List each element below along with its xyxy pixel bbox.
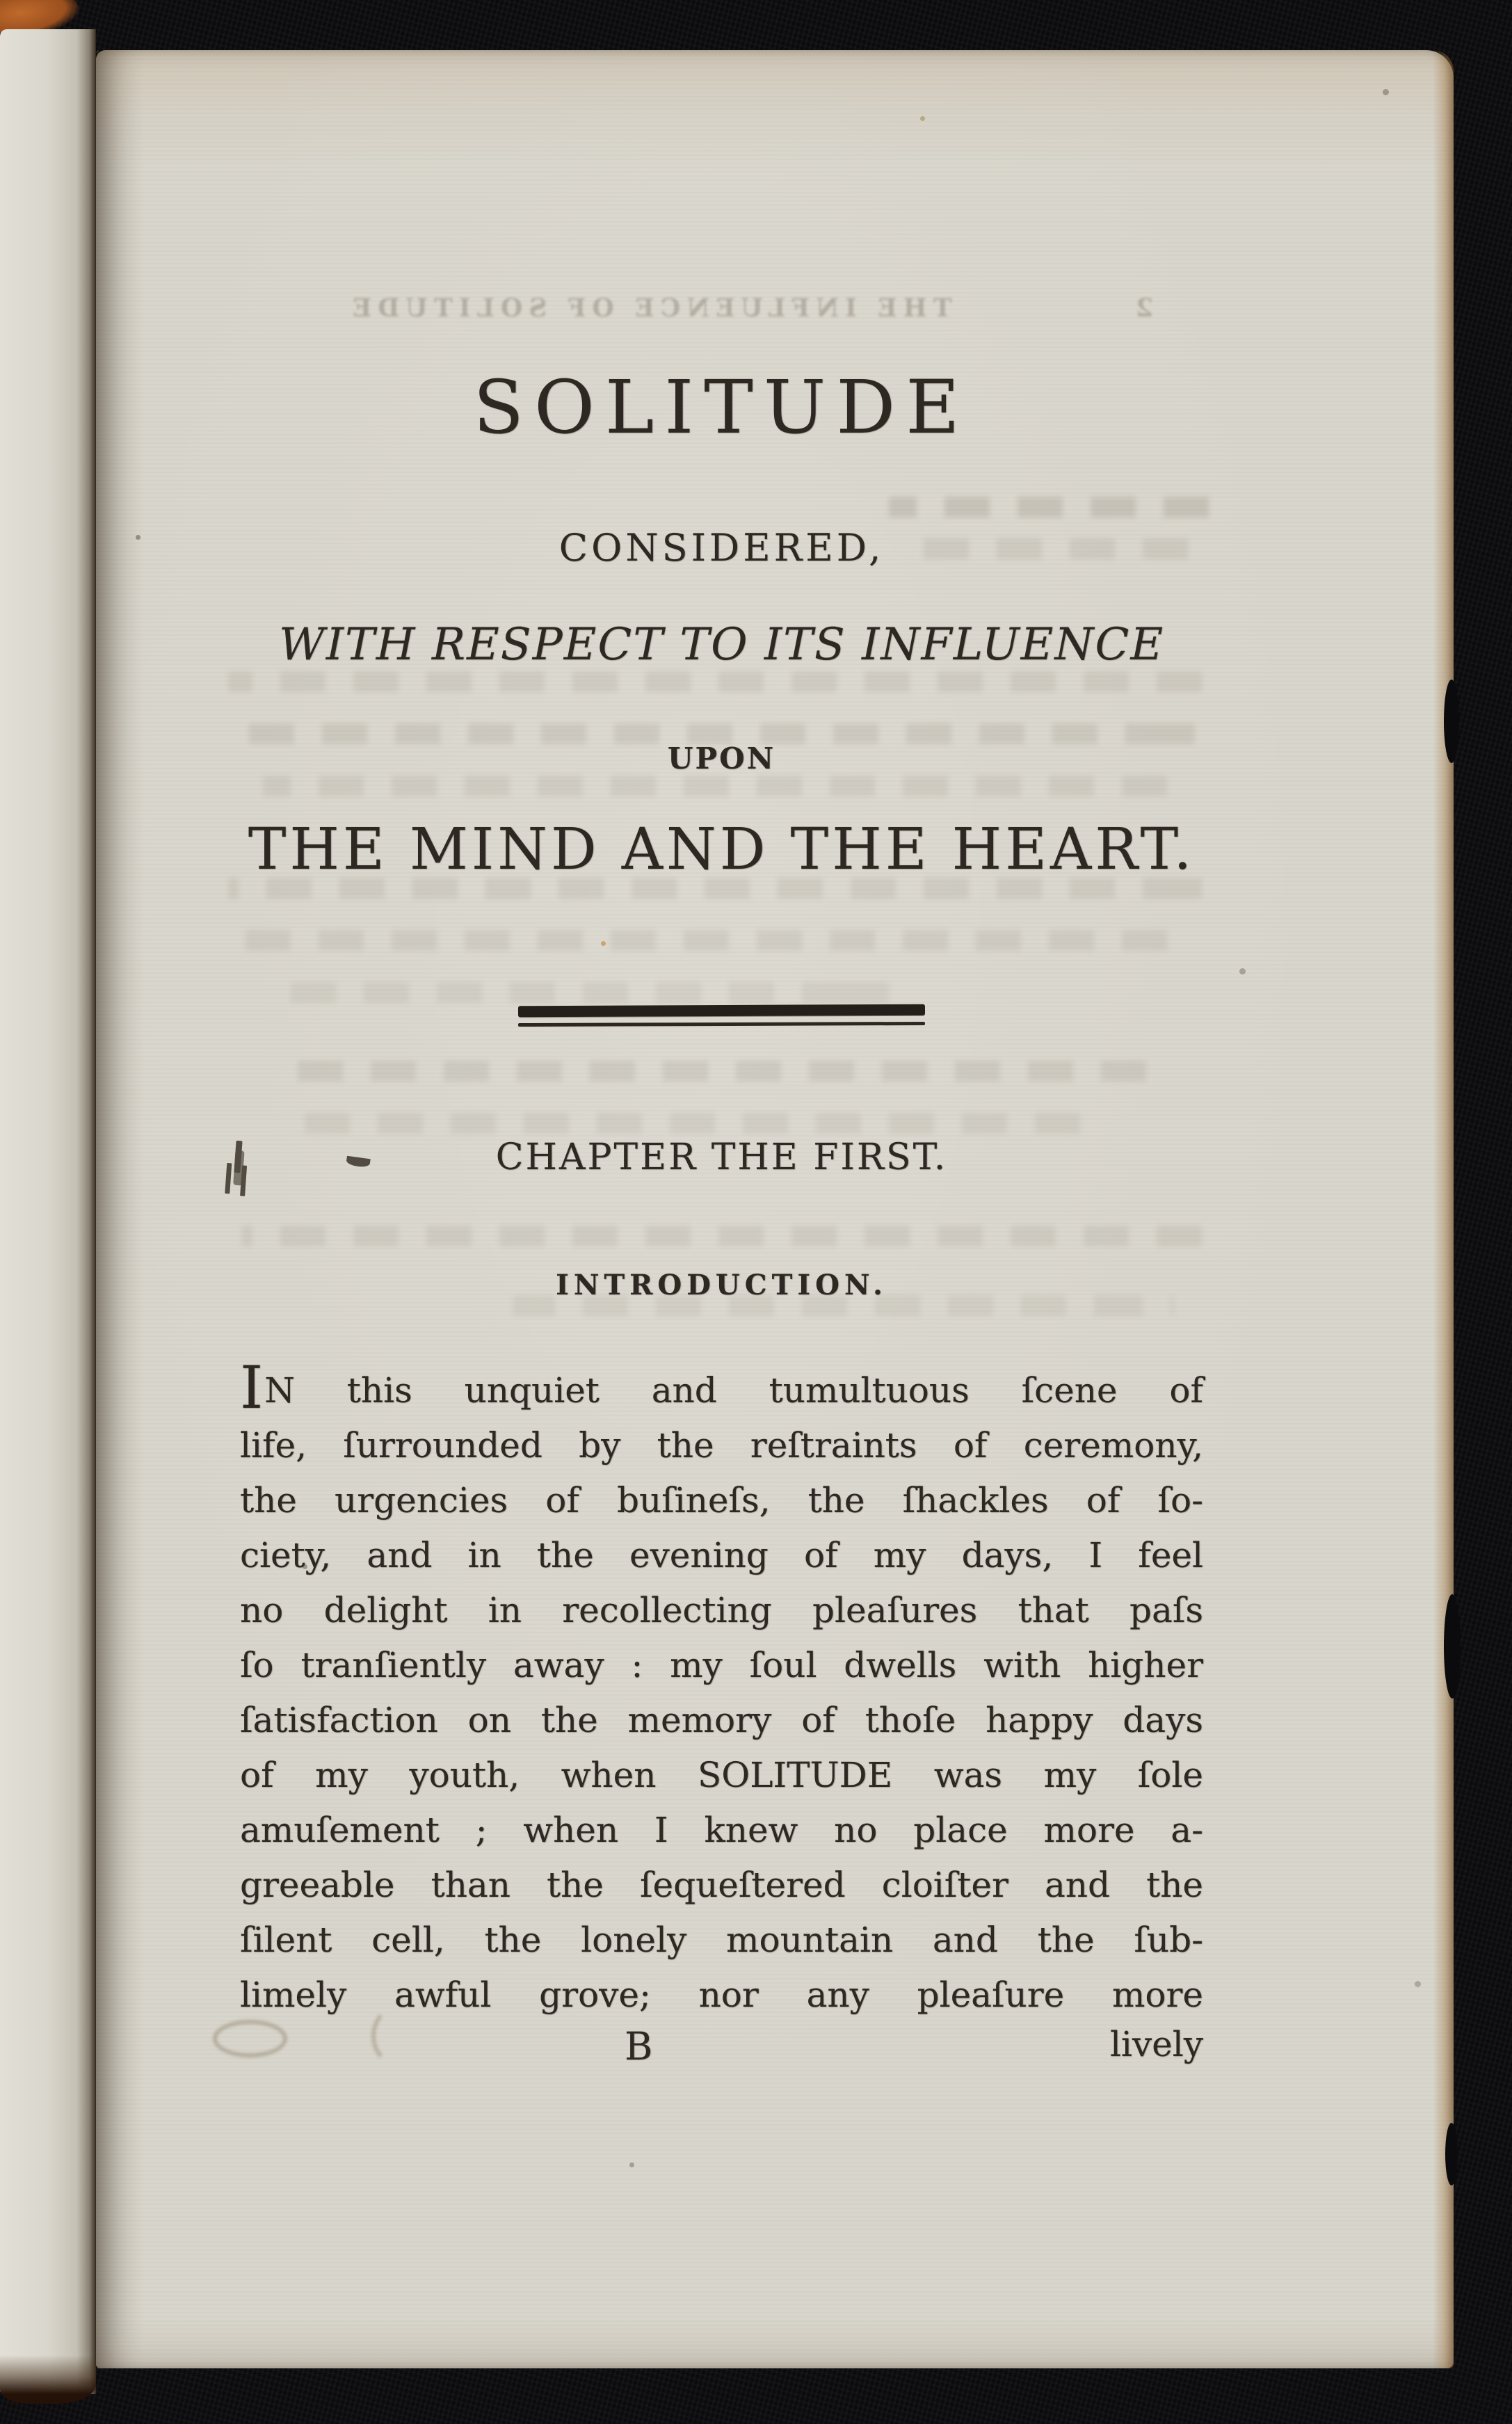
- facing-page-edge: [0, 29, 96, 2394]
- section-heading: INTRODUCTION.: [556, 1269, 887, 1301]
- divider-thin-line: [518, 1022, 925, 1027]
- bleedthrough-header-text: THE INFLUENCE OF SOLITUDE: [346, 294, 952, 323]
- divider-thick-line: [518, 1004, 925, 1018]
- bleedthrough-line: [228, 930, 1167, 951]
- body-line: ſo tranſiently away : my ſoul dwells with higher: [240, 1645, 1203, 1685]
- double-rule-divider: [518, 1005, 925, 1026]
- body-paragraph: [240, 1354, 1203, 2023]
- bleedthrough-line: [305, 1113, 1104, 1134]
- catchword: lively: [1109, 2024, 1203, 2064]
- book-page: [96, 50, 1454, 2368]
- facing-page-bottom-shadow: [0, 2355, 96, 2404]
- edge-notch: [1444, 1594, 1461, 1699]
- body-line: ſatisfaction on the memory of thoſe happy days: [240, 1700, 1203, 1740]
- body-line: no delight in recollecting pleaſures that paſs: [240, 1590, 1203, 1630]
- bleedthrough-line: [263, 776, 1167, 796]
- body-line: greeable than the ſequeſtered cloiſter and the: [240, 1865, 1203, 1905]
- bleedthrough-line: [889, 497, 1209, 517]
- ink-ring-stain: [213, 2020, 287, 2057]
- body-line: limely awful grove; nor any pleaſure more: [240, 1975, 1203, 2015]
- ink-ring-stain-arc: [371, 2006, 423, 2066]
- bleedthrough-line: [242, 1226, 1202, 1246]
- title-subline-mind-heart: THE MIND AND THE HEART.: [248, 817, 1196, 883]
- bleedthrough-line: [277, 1061, 1146, 1082]
- body-line-text: N this unquiet and tumultuous ſcene of: [264, 1370, 1203, 1411]
- body-line: life, ſurrounded by the reſtraints of ceremony,: [240, 1425, 1203, 1466]
- body-line: amuſement ; when I knew no place more a-: [240, 1810, 1203, 1850]
- paper-specks: [96, 50, 99, 54]
- title-subline-italic: WITH RESPECT TO ITS INFLUENCE: [278, 619, 1165, 671]
- signature-mark: B: [625, 2024, 653, 2069]
- body-line: the urgencies of buſineſs, the ſhackles of ſo-: [240, 1480, 1203, 1520]
- bleedthrough-running-header: [346, 294, 1153, 323]
- bleedthrough-line: [228, 671, 1202, 692]
- body-line: of my youth, when SOLITUDE was my ſole: [240, 1755, 1203, 1795]
- edge-notch: [1444, 680, 1459, 763]
- page-fore-edge: [1433, 50, 1454, 2368]
- book-title: SOLITUDE: [473, 364, 970, 450]
- drop-initial: I: [240, 1354, 265, 1422]
- edge-notch: [1445, 2123, 1458, 2185]
- body-line: ſilent cell, the lonely mountain and the ſub-: [240, 1920, 1203, 1960]
- bleedthrough-line: [263, 982, 889, 1003]
- chapter-heading: CHAPTER THE FIRST.: [495, 1137, 948, 1178]
- body-line: [240, 1354, 1203, 1422]
- body-line: ciety, and in the evening of my days, I feel: [240, 1535, 1203, 1575]
- title-subline-considered: CONSIDERED,: [558, 526, 885, 570]
- bleedthrough-page-number: 2: [1129, 294, 1153, 323]
- title-subline-upon: UPON: [667, 741, 776, 776]
